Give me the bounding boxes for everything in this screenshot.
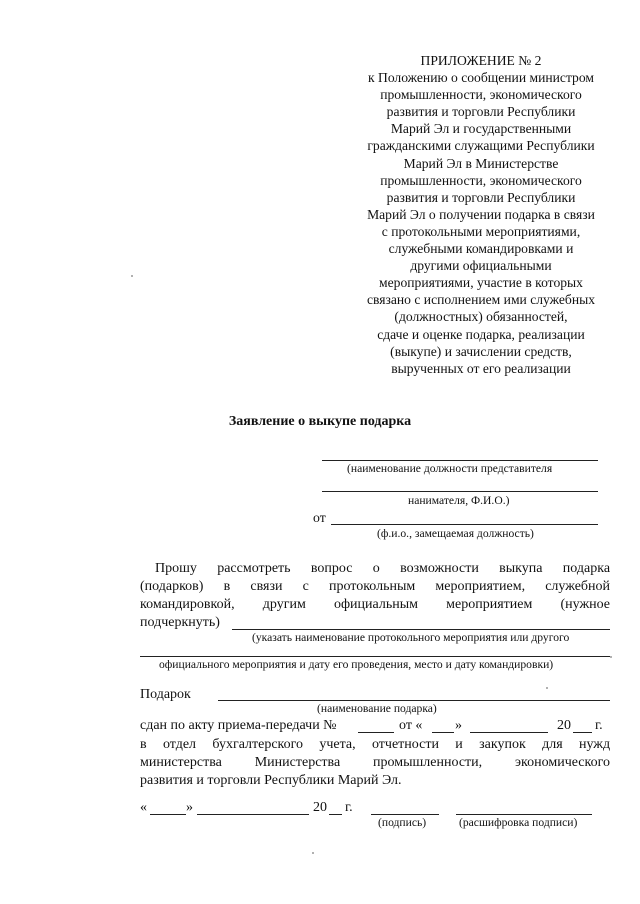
department-line-3: развития и торговли Республики Марий Эл. bbox=[140, 773, 402, 788]
applicant-name-field[interactable] bbox=[331, 524, 598, 525]
gift-name-hint: (наименование подарка) bbox=[317, 702, 437, 715]
signature-field[interactable] bbox=[371, 814, 439, 815]
annex-line: связано с исполнением ими служебных bbox=[366, 292, 596, 308]
act-year-prefix: 20 bbox=[557, 718, 571, 733]
annex-line: другими официальными bbox=[410, 258, 552, 274]
annex-line: развития и торговли Республики bbox=[386, 104, 576, 120]
annex-line: развития и торговли Республики bbox=[386, 189, 576, 205]
representative-position-field[interactable] bbox=[322, 460, 598, 461]
employer-name-field[interactable] bbox=[322, 491, 598, 492]
annex-line: промышленности, экономического bbox=[380, 172, 582, 188]
employer-name-hint: нанимателя, Ф.И.О.) bbox=[408, 494, 510, 507]
annex-line: Марий Эл и государственными bbox=[390, 121, 572, 137]
annex-line: мероприятиями, участие в которых bbox=[379, 275, 583, 291]
annex-line: сдаче и оценке подарка, реализации bbox=[377, 326, 585, 342]
signature-decode-field[interactable] bbox=[456, 814, 592, 815]
request-line-4: подчеркнуть) bbox=[140, 615, 220, 630]
scan-speck bbox=[610, 656, 612, 658]
scan-speck bbox=[546, 687, 548, 689]
act-day-field[interactable] bbox=[432, 732, 454, 733]
annex-line: гражданскими служащими Республики bbox=[367, 138, 595, 154]
department-line-1: в отдел бухгалтерского учета, отчетности и закупок для нужд bbox=[140, 737, 611, 752]
representative-position-hint: (наименование должности представителя bbox=[347, 462, 553, 475]
sign-close-quote: » bbox=[186, 800, 193, 815]
event-details-field[interactable] bbox=[140, 656, 610, 657]
signature-hint: (подпись) bbox=[378, 816, 427, 829]
sign-year-prefix: 20 bbox=[313, 800, 327, 815]
act-year-field[interactable] bbox=[573, 732, 592, 733]
annex-line: (должностных) обязанностей, bbox=[394, 309, 568, 325]
annex-line: вырученных от его реализации bbox=[391, 360, 571, 376]
scan-speck bbox=[131, 275, 133, 277]
event-name-hint: (указать наименование протокольного мероприятия или другого bbox=[252, 631, 570, 644]
request-line-1: Прошу рассмотреть вопрос о возможности выкупа подарка bbox=[155, 561, 611, 576]
sign-month-field[interactable] bbox=[197, 814, 309, 815]
annex-line: Марий Эл в Министерстве bbox=[403, 155, 559, 171]
document-title: Заявление о выкупе подарка bbox=[228, 414, 412, 429]
act-month-field[interactable] bbox=[470, 732, 548, 733]
department-line-2: министерства Министерства промышленности, экономического bbox=[140, 755, 611, 770]
annex-header bbox=[336, 52, 626, 377]
annex-line: служебными командировками и bbox=[388, 241, 574, 257]
act-text: сдан по акту приема-передачи № bbox=[140, 718, 337, 733]
sign-year-suffix: г. bbox=[345, 800, 353, 815]
act-number-field[interactable] bbox=[358, 732, 394, 733]
annex-line: к Положению о сообщении министром bbox=[368, 70, 594, 86]
annex-line: промышленности, экономического bbox=[380, 87, 582, 103]
sign-open-quote: « bbox=[140, 800, 147, 815]
request-line-2: (подарков) в связи с протокольным мероприятием, служебной bbox=[140, 579, 611, 594]
applicant-name-hint: (ф.и.о., замещаемая должность) bbox=[377, 527, 534, 540]
act-close-quote: » bbox=[455, 718, 462, 733]
gift-label: Подарок bbox=[140, 687, 191, 702]
annex-line: (выкупе) и зачислении средств, bbox=[390, 343, 572, 359]
from-label: от bbox=[313, 510, 326, 525]
annex-line: с протокольными мероприятиями, bbox=[381, 223, 581, 239]
sign-year-field[interactable] bbox=[329, 814, 342, 815]
annex-line: Марий Эл о получении подарка в связи bbox=[367, 206, 595, 222]
act-year-suffix: г. bbox=[595, 718, 603, 733]
event-details-hint: официального мероприятия и дату его проведения, место и дату командировки) bbox=[159, 658, 554, 671]
act-from-label: от « bbox=[399, 718, 423, 733]
sign-day-field[interactable] bbox=[150, 814, 186, 815]
event-name-field[interactable] bbox=[232, 629, 610, 630]
scan-speck bbox=[312, 852, 314, 854]
annex-line: ПРИЛОЖЕНИЕ № 2 bbox=[420, 53, 542, 68]
request-line-3: командировкой, другим официальным мероприятием (нужное bbox=[140, 597, 611, 612]
signature-decode-hint: (расшифровка подписи) bbox=[459, 816, 578, 829]
gift-name-field[interactable] bbox=[218, 700, 610, 701]
